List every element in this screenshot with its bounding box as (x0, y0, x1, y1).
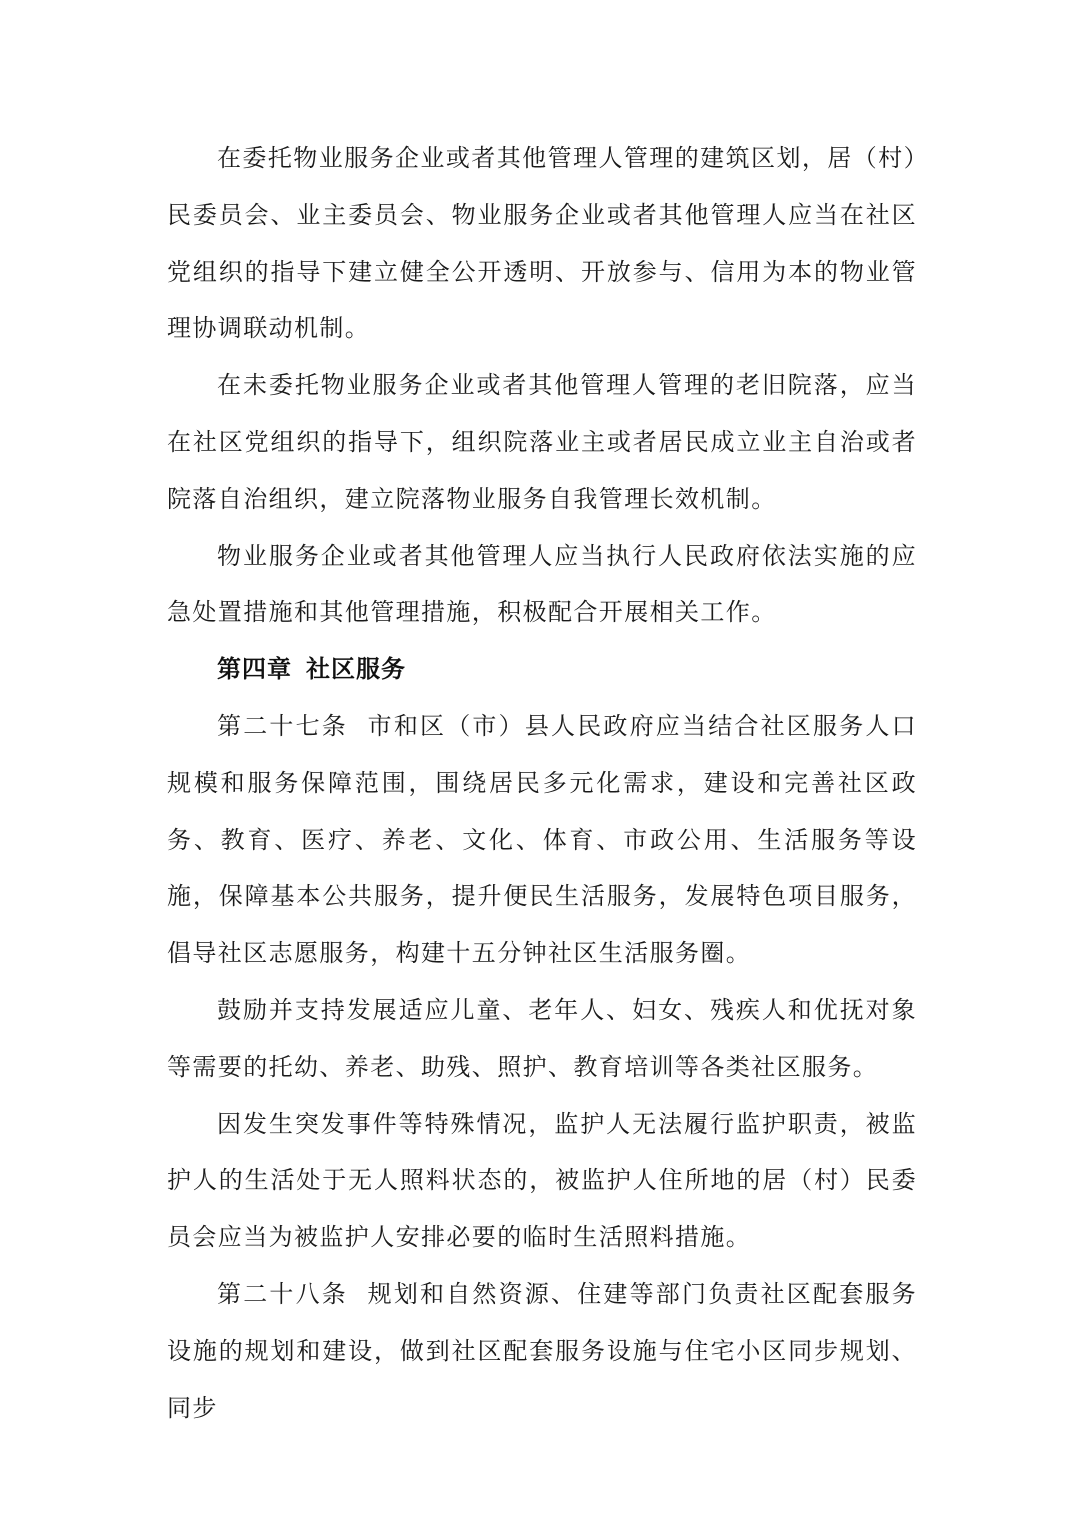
paragraph-guardian-care: 因发生突发事件等特殊情况，监护人无法履行监护职责，被监护人的生活处于无人照料状态的，被监护人住所地的居（村）民委员会应当为被监护人安排必要的临时生活照料措施。 (167, 1109, 917, 1252)
paragraph-article-28: 第二十八条 规划和自然资源、住建等部门负责社区配套服务设施的规划和建设，做到社区配套服务设施与住宅小区同步规划、同步 (167, 1279, 917, 1422)
paragraph-old-courtyards: 在未委托物业服务企业或者其他管理人管理的老旧院落，应当在社区党组织的指导下，组织院落业主或者居民成立业主自治或者院落自治组织，建立院落物业服务自我管理长效机制。 (167, 371, 917, 513)
paragraph-community-services: 鼓励并支持发展适应儿童、老年人、妇女、残疾人和优抚对象等需要的托幼、养老、助残、照护、教育培训等各类社区服务。 (167, 995, 917, 1081)
paragraph-property-coordination: 在委托物业服务企业或者其他管理人管理的建筑区划，居（村）民委员会、业主委员会、物业服务企业或者其他管理人应当在社区党组织的指导下建立健全公开透明、开放参与、信用为本的物业管理协调联动机制。 (167, 144, 917, 343)
chapter-heading (167, 641, 917, 698)
paragraph-emergency-measures: 物业服务企业或者其他管理人应当执行人民政府依法实施的应急处置措施和其他管理措施，积极配合开展相关工作。 (167, 541, 917, 627)
paragraph-article-27: 第二十七条 市和区（市）县人民政府应当结合社区服务人口规模和服务保障范围，围绕居民多元化需求，建设和完善社区政务、教育、医疗、养老、文化、体育、市政公用、生活服务等设施，保障基本公共服务，提升便民生活服务，发展特色项目服务，倡导社区志愿服务，构建十五分钟社区生活服务圈。 (167, 711, 917, 968)
document-body (167, 130, 917, 1436)
chapter-number: 第四章 (217, 655, 292, 684)
chapter-title: 社区服务 (306, 655, 406, 684)
